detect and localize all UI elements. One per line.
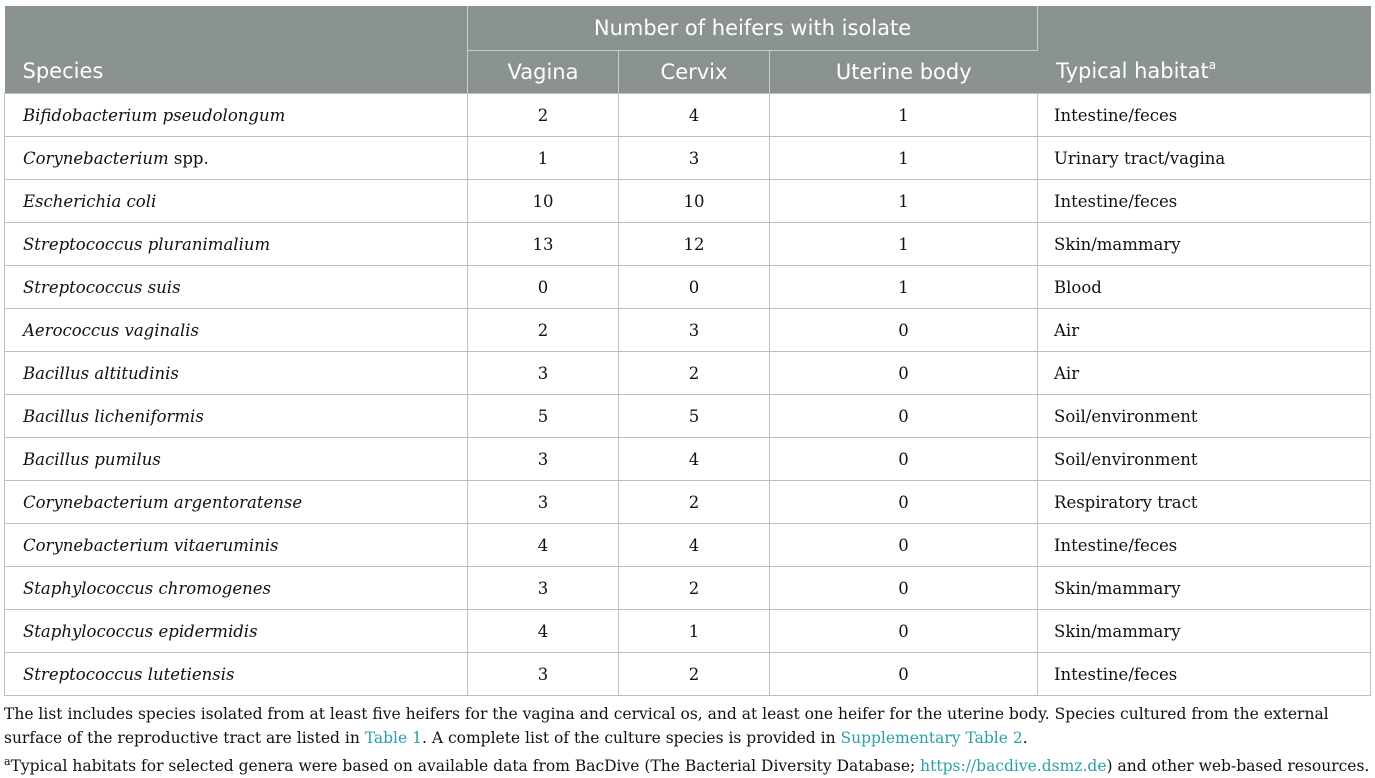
table-row [5, 223, 1371, 266]
cell-cervix: 3 [619, 137, 770, 180]
cell-habitat: Skin/mammary [1038, 223, 1371, 266]
cell-vagina: 3 [468, 438, 619, 481]
cell-uterine: 0 [770, 610, 1038, 653]
cell-species [5, 223, 468, 266]
cell-habitat: Blood [1038, 266, 1371, 309]
footnote-text-3: . [1022, 729, 1028, 747]
table-row [5, 352, 1371, 395]
link-table-1[interactable]: Table 1 [364, 729, 422, 747]
cell-habitat: Air [1038, 309, 1371, 352]
cell-species [5, 438, 468, 481]
cell-uterine: 1 [770, 266, 1038, 309]
cell-cervix: 2 [619, 481, 770, 524]
cell-uterine: 0 [770, 352, 1038, 395]
cell-species [5, 524, 468, 567]
footnote-a-text: Typical habitats for selected genera were based on available data from BacDive (The Bacterial Diversity Database; [10, 757, 921, 775]
species-name: Bacillus licheniformis [23, 406, 204, 426]
cell-habitat: Intestine/feces [1038, 653, 1371, 696]
table-row [5, 610, 1371, 653]
table-row [5, 481, 1371, 524]
cell-vagina: 13 [468, 223, 619, 266]
cell-habitat: Soil/environment [1038, 438, 1371, 481]
cell-uterine: 0 [770, 567, 1038, 610]
cell-cervix: 2 [619, 567, 770, 610]
cell-vagina: 4 [468, 524, 619, 567]
isolates-table [4, 6, 1371, 696]
table-row [5, 266, 1371, 309]
cell-cervix: 2 [619, 653, 770, 696]
table-row [5, 94, 1371, 137]
header-cervix: Cervix [619, 51, 770, 94]
footnote-text-1: The list includes species isolated from at least five heifers for the vagina and cervical os, and at least one heifer for the uterine body. Species cultured from the external surface of the reproductive tract are listed in [4, 705, 1329, 747]
header-uterine: Uterine body [770, 51, 1038, 94]
cell-uterine: 1 [770, 94, 1038, 137]
cell-cervix: 3 [619, 309, 770, 352]
cell-habitat: Skin/mammary [1038, 567, 1371, 610]
cell-vagina: 3 [468, 481, 619, 524]
cell-species [5, 567, 468, 610]
cell-species [5, 266, 468, 309]
cell-species [5, 180, 468, 223]
footnote-general [4, 702, 1370, 750]
cell-cervix: 2 [619, 352, 770, 395]
cell-uterine: 0 [770, 395, 1038, 438]
footnote-text-2: . A complete list of the culture species is provided in [421, 729, 841, 747]
cell-uterine: 1 [770, 223, 1038, 266]
cell-species [5, 395, 468, 438]
table-footnotes [4, 702, 1370, 778]
footnote-a-marker: a [4, 755, 11, 768]
table-row [5, 137, 1371, 180]
cell-cervix: 4 [619, 438, 770, 481]
cell-habitat: Intestine/feces [1038, 94, 1371, 137]
cell-cervix: 10 [619, 180, 770, 223]
cell-habitat: Skin/mammary [1038, 610, 1371, 653]
species-name: Corynebacterium [23, 148, 169, 168]
header-habitat-label: Typical habitat [1056, 59, 1209, 83]
species-name: Corynebacterium argentoratense [23, 492, 303, 512]
table-row [5, 653, 1371, 696]
cell-uterine: 1 [770, 137, 1038, 180]
header-species: Species [5, 6, 468, 94]
cell-species [5, 481, 468, 524]
species-name: Streptococcus pluranimalium [23, 234, 271, 254]
table-row [5, 309, 1371, 352]
cell-uterine: 1 [770, 180, 1038, 223]
table-row [5, 438, 1371, 481]
species-name: Bacillus altitudinis [23, 363, 179, 383]
cell-vagina: 2 [468, 309, 619, 352]
table-row [5, 180, 1371, 223]
cell-vagina: 3 [468, 653, 619, 696]
cell-cervix: 1 [619, 610, 770, 653]
header-vagina: Vagina [468, 51, 619, 94]
species-name: Aerococcus vaginalis [23, 320, 199, 340]
cell-habitat: Soil/environment [1038, 395, 1371, 438]
cell-vagina: 0 [468, 266, 619, 309]
cell-species [5, 352, 468, 395]
table-row [5, 567, 1371, 610]
cell-cervix: 0 [619, 266, 770, 309]
footnote-a-end: ) and other web-based resources. [1106, 757, 1370, 775]
cell-habitat: Air [1038, 352, 1371, 395]
header-group: Number of heifers with isolate [468, 6, 1038, 51]
cell-uterine: 0 [770, 524, 1038, 567]
cell-vagina: 10 [468, 180, 619, 223]
cell-habitat: Respiratory tract [1038, 481, 1371, 524]
header-habitat [1038, 6, 1371, 94]
cell-uterine: 0 [770, 309, 1038, 352]
cell-habitat: Intestine/feces [1038, 180, 1371, 223]
species-suffix: spp. [168, 148, 209, 168]
cell-uterine: 0 [770, 438, 1038, 481]
cell-vagina: 3 [468, 567, 619, 610]
cell-habitat: Intestine/feces [1038, 524, 1371, 567]
link-bacdive[interactable]: https://bacdive.dsmz.de [920, 757, 1107, 775]
species-name: Escherichia coli [23, 191, 157, 211]
species-name: Bacillus pumilus [23, 449, 161, 469]
cell-species [5, 94, 468, 137]
cell-cervix: 4 [619, 524, 770, 567]
cell-cervix: 12 [619, 223, 770, 266]
footnote-a [4, 750, 1370, 778]
cell-uterine: 0 [770, 653, 1038, 696]
cell-species [5, 309, 468, 352]
species-name: Bifidobacterium pseudolongum [23, 105, 286, 125]
table-header [5, 6, 1371, 94]
species-name: Streptococcus suis [23, 277, 181, 297]
table-body [5, 94, 1371, 696]
species-name: Staphylococcus epidermidis [23, 621, 258, 641]
cell-vagina: 4 [468, 610, 619, 653]
cell-species [5, 137, 468, 180]
cell-habitat: Urinary tract/vagina [1038, 137, 1371, 180]
table-container [4, 6, 1370, 778]
cell-species [5, 610, 468, 653]
cell-cervix: 5 [619, 395, 770, 438]
header-habitat-footnote-marker: a [1208, 58, 1217, 72]
species-name: Streptococcus lutetiensis [23, 664, 235, 684]
cell-cervix: 4 [619, 94, 770, 137]
cell-species [5, 653, 468, 696]
species-name: Staphylococcus chromogenes [23, 578, 271, 598]
link-supplementary-table-2[interactable]: Supplementary Table 2 [840, 729, 1023, 747]
table-row [5, 524, 1371, 567]
cell-uterine: 0 [770, 481, 1038, 524]
species-name: Corynebacterium vitaeruminis [23, 535, 279, 555]
table-row [5, 395, 1371, 438]
cell-vagina: 5 [468, 395, 619, 438]
cell-vagina: 3 [468, 352, 619, 395]
cell-vagina: 2 [468, 94, 619, 137]
cell-vagina: 1 [468, 137, 619, 180]
